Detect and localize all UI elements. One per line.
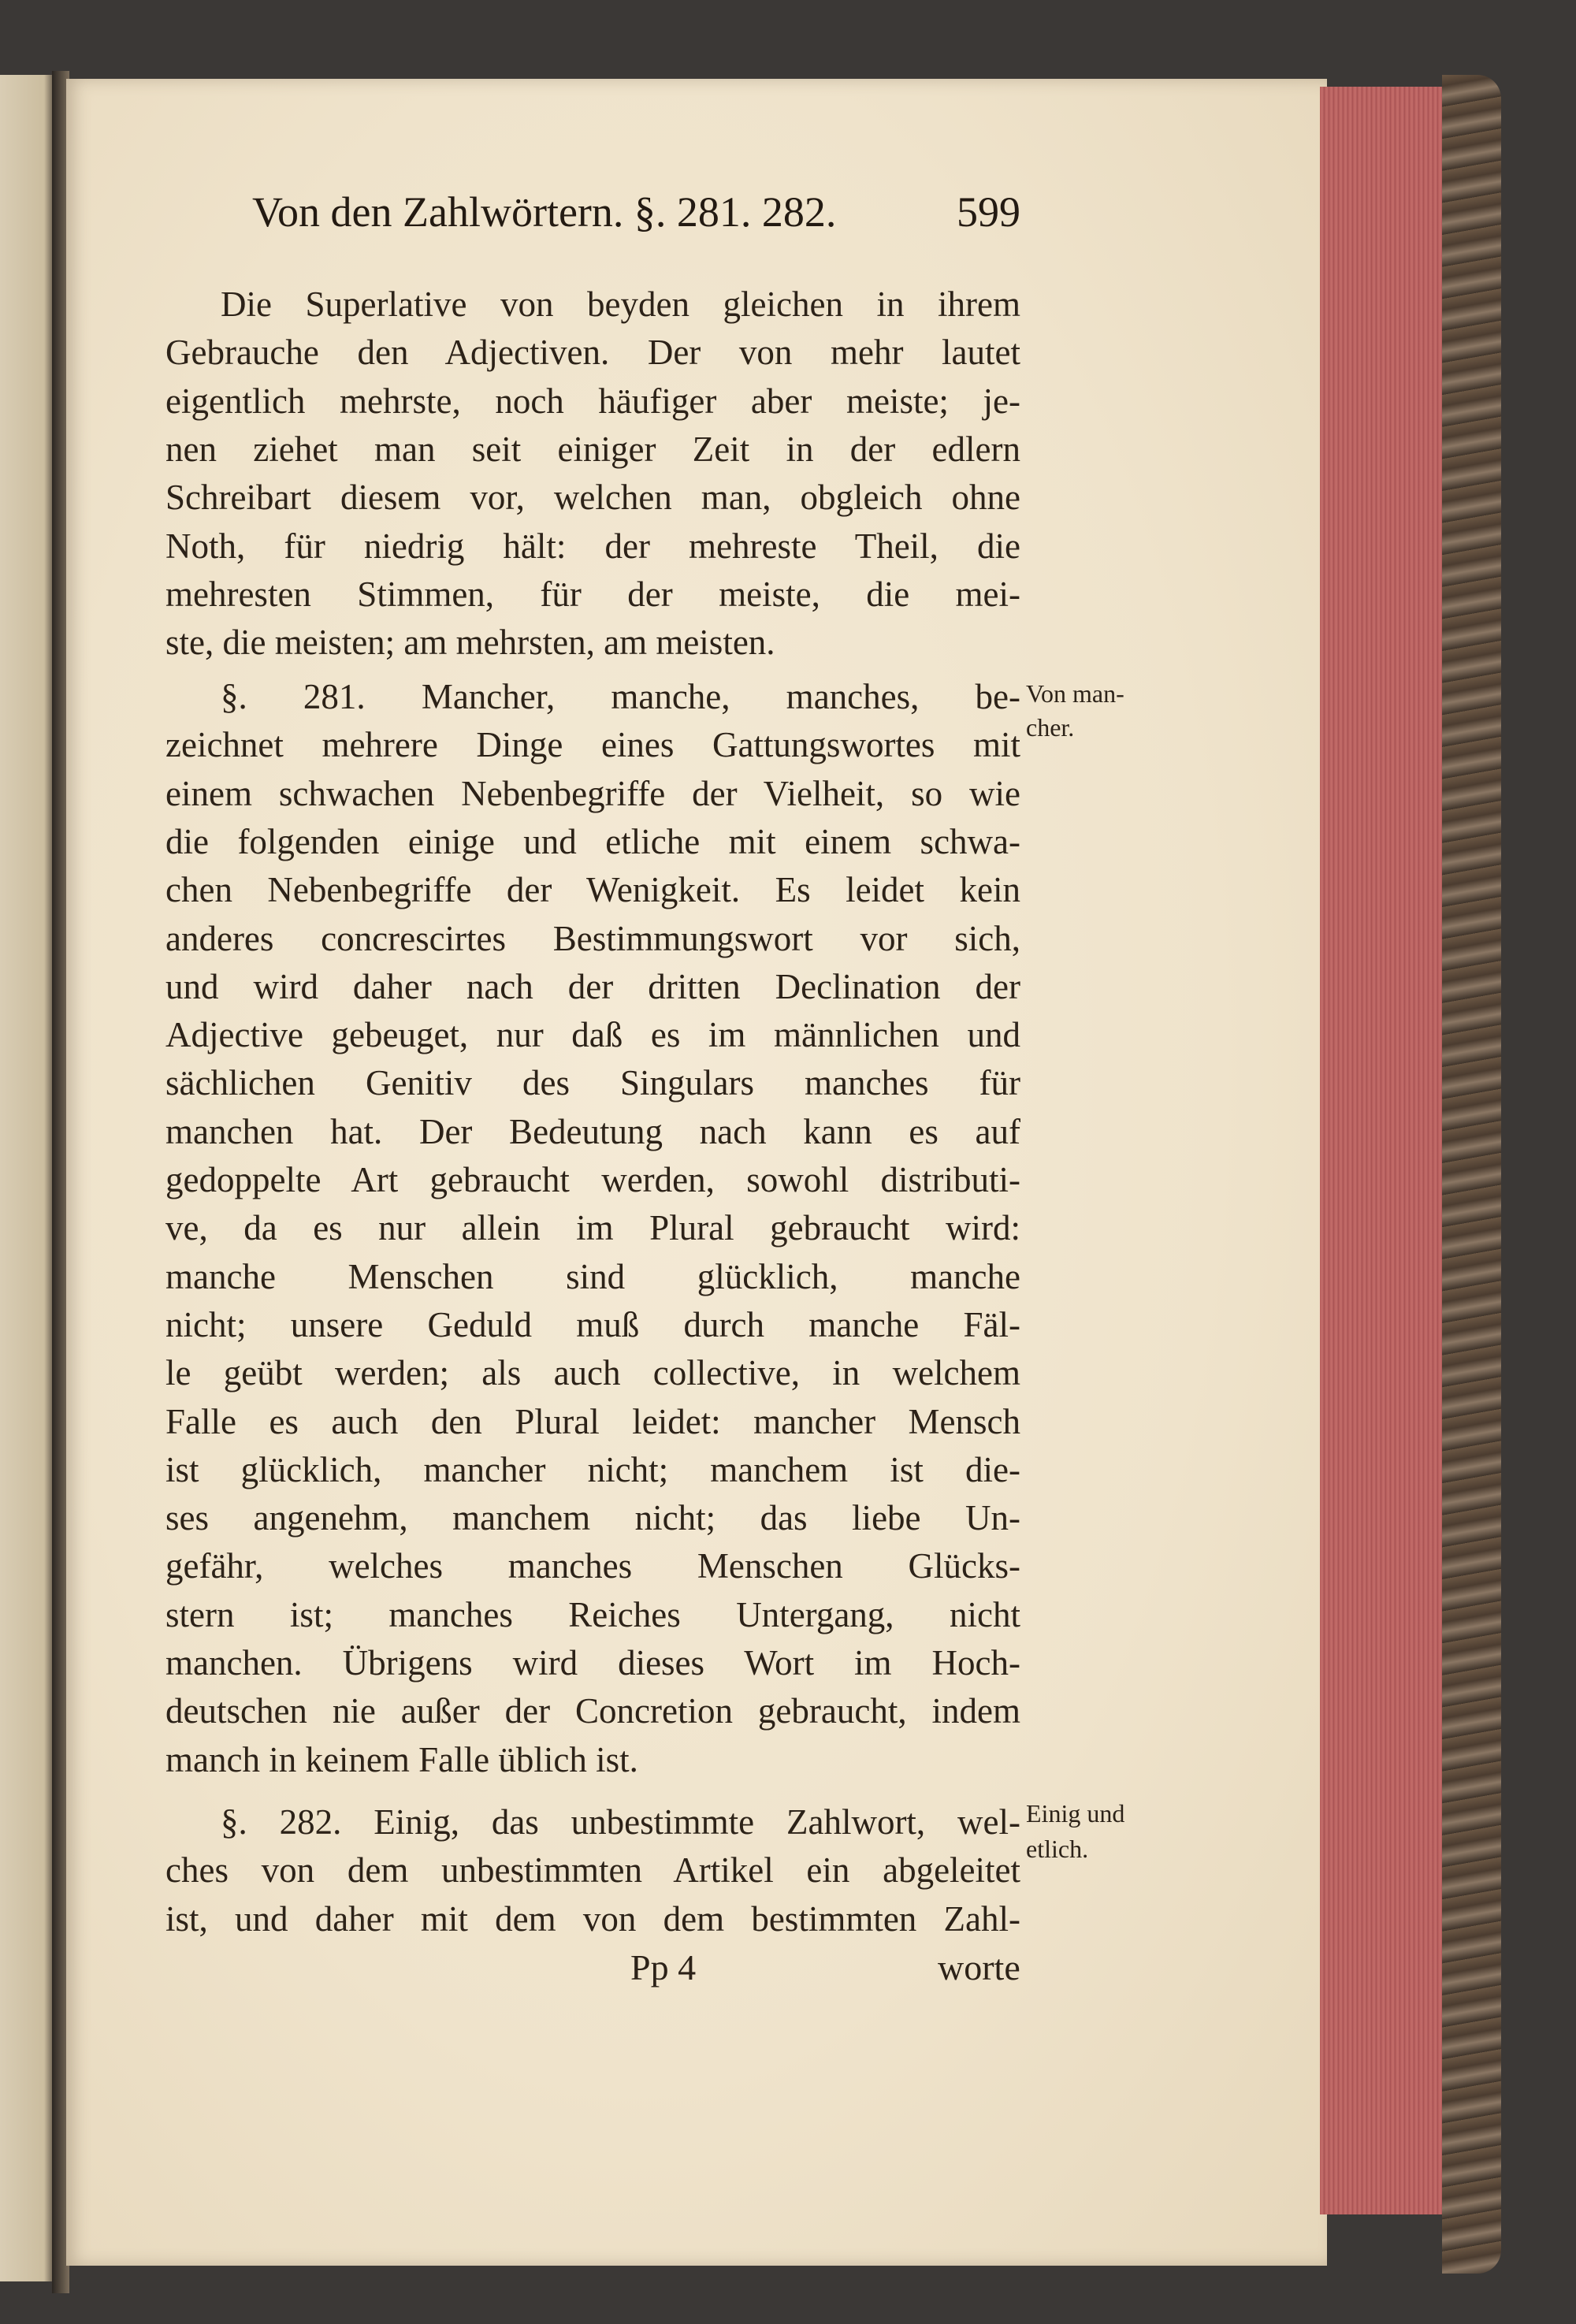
text-line: le geübt werden; als auch collective, in welchem (165, 1353, 1020, 1393)
text-line: anderes concrescirtes Bestimmungswort vor sich, (165, 918, 1020, 958)
text-line: gefähr, welches manches Menschen Glücks- (165, 1546, 1020, 1586)
text-line: §. 282. Einig, das unbestimmte Zahlwort, wel- (221, 1802, 1020, 1842)
running-header (252, 188, 1020, 236)
text-line: ses angenehm, manchem nicht; das liebe Un- (165, 1498, 1020, 1538)
text-line: chen Nebenbegriffe der Wenigkeit. Es leidet kein (165, 870, 1020, 910)
text-line: ist, und daher mit dem von dem bestimmten Zahl- (165, 1898, 1020, 1939)
margin-note-2a: Einig und (1026, 1799, 1125, 1828)
text-line: einem schwachen Nebenbegriffe der Vielheit, so wie (165, 773, 1020, 813)
text-line: Falle es auch den Plural leidet: mancher Mensch (165, 1401, 1020, 1441)
signature-mark: Pp 4 (630, 1947, 697, 1987)
text-line: manchen hat. Der Bedeutung nach kann es auf (165, 1111, 1020, 1151)
marbled-cover (1442, 75, 1501, 2274)
text-line: manchen. Übrigens wird dieses Wort im Hoch- (165, 1643, 1020, 1683)
text-line: und wird daher nach der dritten Declination der (165, 966, 1020, 1006)
text-line: mehresten Stimmen, für der meiste, die mei- (165, 574, 1020, 614)
page-number: 599 (957, 188, 1020, 236)
text-line: deutschen nie außer der Concretion gebraucht, indem (165, 1691, 1020, 1731)
previous-page-edge (0, 75, 55, 2281)
red-page-edges (1320, 87, 1449, 2214)
text-line: die folgenden einige und etliche mit einem schwa- (165, 821, 1020, 861)
text-line: Gebrauche den Adjectiven. Der von mehr lautet (165, 333, 1020, 373)
text-line: manch in keinem Falle üblich ist. (165, 1739, 638, 1779)
text-line: Adjective gebeuget, nur daß es im männlichen und (165, 1015, 1020, 1055)
text-line: eigentlich mehrste, noch häufiger aber meiste; je- (165, 381, 1020, 421)
text-line: zeichnet mehrere Dinge eines Gattungswortes mit (165, 725, 1020, 765)
margin-note-1b: cher. (1026, 713, 1075, 742)
text-line: nicht; unsere Geduld muß durch manche Fäl- (165, 1304, 1020, 1344)
margin-note-1a: Von man- (1026, 679, 1124, 708)
text-line: §. 281. Mancher, manche, manches, be- (221, 677, 1020, 716)
header-title: Von den Zahlwörtern. §. 281. 282. (252, 188, 837, 236)
text-line: ste, die meisten; am mehrsten, am meisten. (165, 623, 775, 663)
text-line: sächlichen Genitiv des Singulars manches für (165, 1063, 1020, 1103)
text-line: stern ist; manches Reiches Untergang, nicht (165, 1594, 1020, 1634)
catchword: worte (938, 1947, 1020, 1987)
margin-note-2b: etlich. (1026, 1835, 1089, 1863)
text-line: ist glücklich, mancher nicht; manchem ist die- (165, 1449, 1020, 1489)
text-line: Schreibart diesem vor, welchen man, obgleich ohne (165, 478, 1020, 518)
text-line: gedoppelte Art gebraucht werden, sowohl distributi- (165, 1160, 1020, 1199)
text-line: Die Superlative von beyden gleichen in ihrem (221, 284, 1020, 324)
text-line: ve, da es nur allein im Plural gebraucht wird: (165, 1208, 1020, 1248)
text-line: nen ziehet man seit einiger Zeit in der edlern (165, 429, 1020, 469)
text-line: manche Menschen sind glücklich, manche (165, 1256, 1020, 1296)
text-line: Noth, für niedrig hält: der mehreste Theil, die (165, 526, 1020, 566)
text-line: ches von dem unbestimmten Artikel ein abgeleitet (165, 1850, 1020, 1891)
